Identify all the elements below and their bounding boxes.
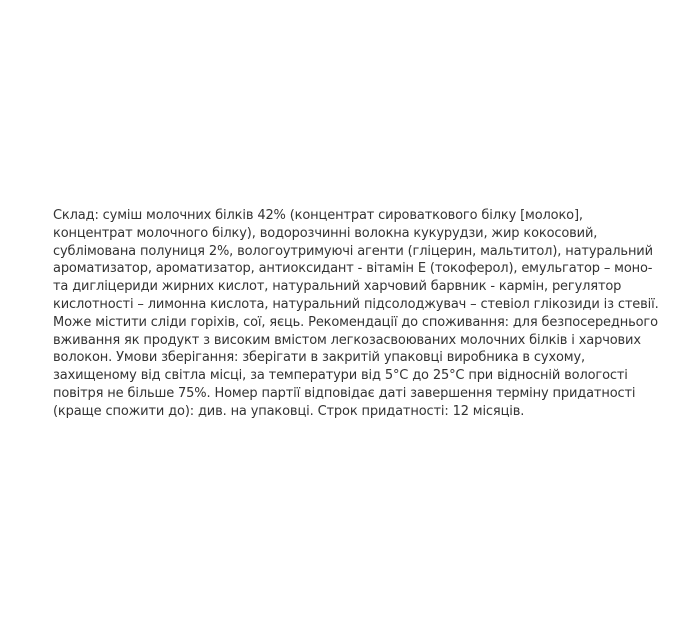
text-line: Може містити сліди горіхів, сої, яєць. Рекомендації до споживання: для безпосереднього [53, 314, 658, 330]
text-line: (краще спожити до): див. на упаковці. Строк придатності: 12 місяців. [53, 403, 525, 419]
text-line: та дигліцериди жирних кислот, натуральний харчовий барвник - кармін, регулятор [53, 279, 622, 295]
text-line: захищеному від світла місці, за температури від 5°C до 25°C при відносній вологості [53, 368, 628, 384]
text-line: кислотності – лимонна кислота, натуральний підсолоджувач – стевіол глікозиди із стевії. [53, 296, 659, 312]
text-line: волокон. Умови зберігання: зберігати в закритій упаковці виробника в сухому, [53, 350, 585, 366]
text-line: ароматизатор, ароматизатор, антиоксидант - вітамін Е (токоферол), емульгатор – моно- [53, 261, 653, 277]
text-line: Склад: суміш молочних білків 42% (концентрат сироваткового білку [молоко], [53, 208, 583, 223]
text-line: концентрат молочного білку), водорозчинні волокна кукурудзи, жир кокосовий, [53, 225, 598, 241]
product-composition-text [53, 207, 659, 421]
text-line: вживання як продукт з високим вмістом легкозасвоюваних молочних білків і харчових [53, 332, 641, 348]
text-line: повітря не більше 75%. Номер партії відповідає даті завершення терміну придатності [53, 385, 636, 401]
text-line: сублімована полуниця 2%, вологоутримуючі агенти (гліцерин, мальтитол), натуральний [53, 243, 653, 259]
